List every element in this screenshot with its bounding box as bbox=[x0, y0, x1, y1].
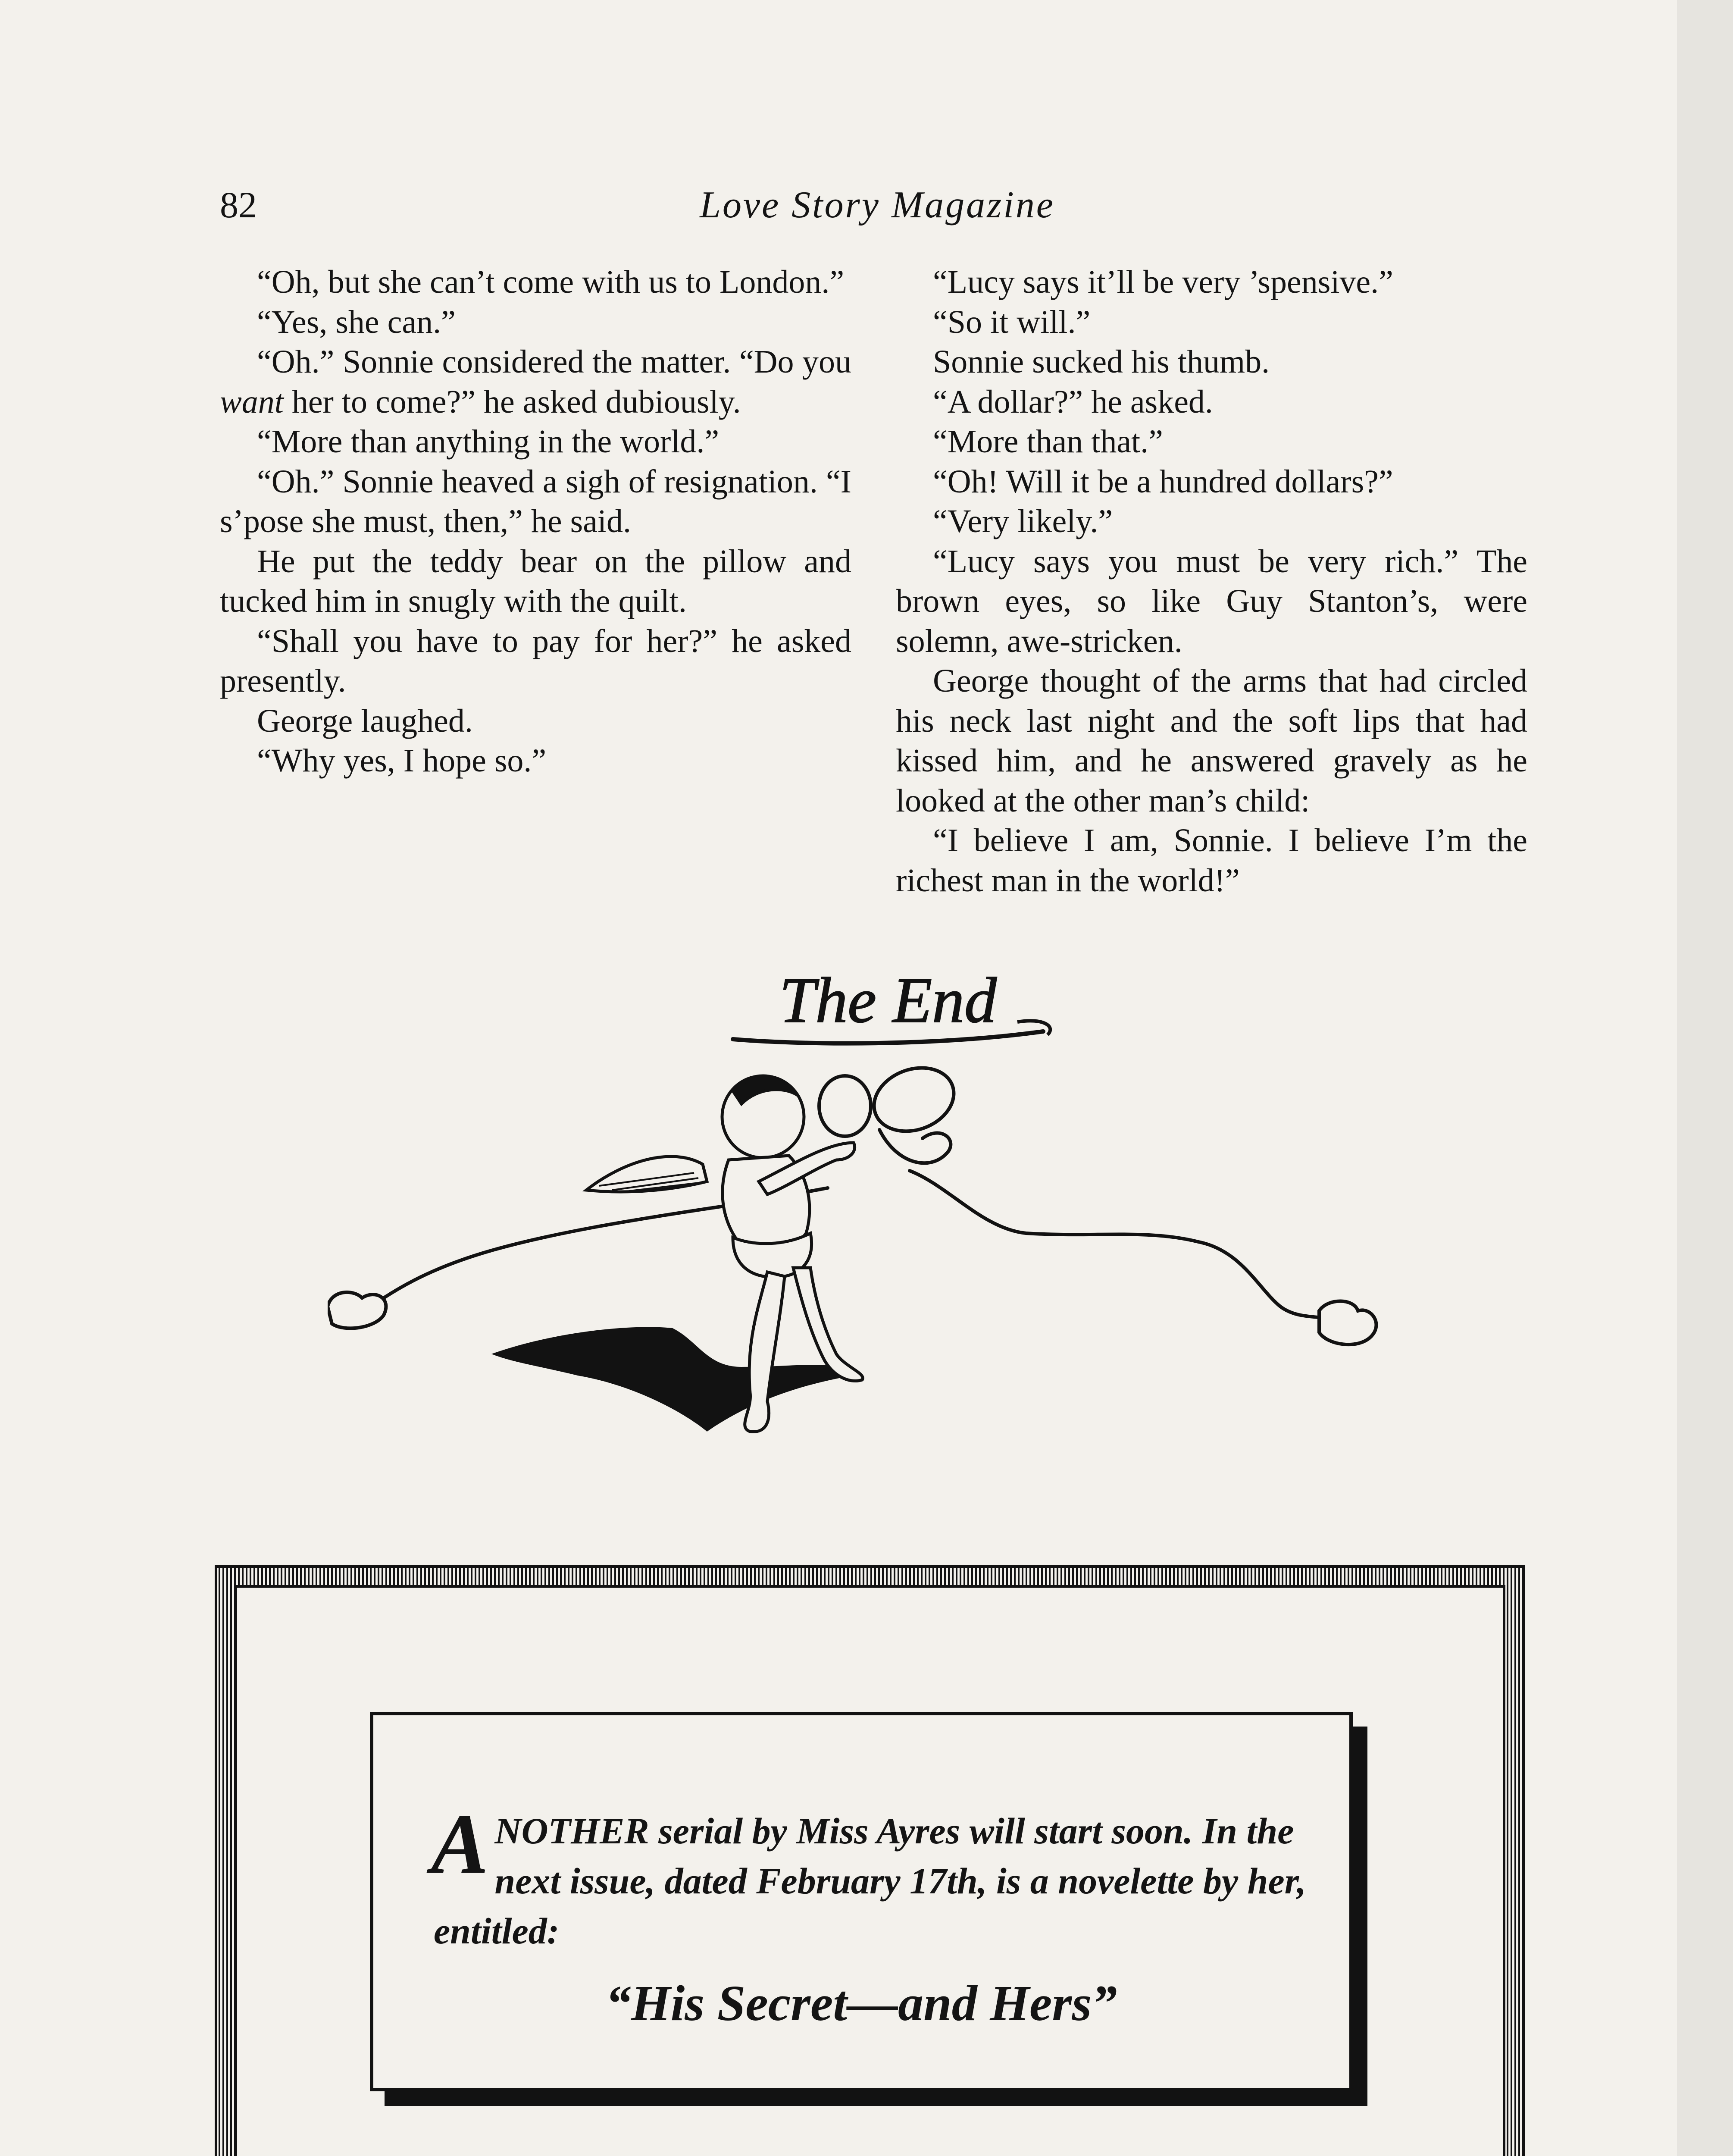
paragraph: “Very likely.” bbox=[933, 503, 1113, 539]
paragraph: He put the teddy bear on the pillow and tucked him in snugly with the quilt. bbox=[220, 543, 851, 619]
paragraph-text: her to come?” he asked dubiously. bbox=[283, 383, 741, 420]
emphasized-word: want bbox=[220, 383, 284, 420]
page-number: 82 bbox=[220, 184, 257, 226]
paragraph: Sonnie sucked his thumb. bbox=[933, 344, 1270, 380]
left-column bbox=[220, 262, 851, 781]
page-edge-shade bbox=[1677, 0, 1733, 2156]
right-column bbox=[896, 262, 1527, 900]
announcement-text bbox=[431, 1796, 1319, 1956]
paragraph: “Shall you have to pay for her?” he asked presently. bbox=[220, 623, 851, 699]
paragraph: “Yes, she can.” bbox=[257, 304, 456, 340]
paragraph: “Lucy says you must be very rich.” The brown eyes, so like Guy Stanton’s, were solemn, awe-stricken. bbox=[896, 543, 1527, 659]
cupid-illustration bbox=[328, 1065, 1414, 1505]
the-end-mark bbox=[716, 957, 1060, 1061]
paragraph: “More than anything in the world.” bbox=[257, 423, 719, 460]
paragraph: “Why yes, I hope so.” bbox=[257, 743, 547, 779]
paragraph: “Oh.” Sonnie heaved a sigh of resignation. “I s’pose she must, then,” he said. bbox=[220, 463, 851, 539]
novelette-title: “His Secret—and Hers” bbox=[605, 1975, 1117, 2031]
paragraph: “So it will.” bbox=[933, 304, 1091, 340]
the-end-text: The End bbox=[779, 965, 997, 1036]
page-header bbox=[220, 183, 1535, 239]
paragraph: “Lucy says it’ll be very ’spensive.” bbox=[933, 264, 1393, 300]
drop-cap: A bbox=[431, 1796, 489, 1892]
paragraph-text: “Oh.” Sonnie considered the matter. “Do you bbox=[257, 344, 851, 380]
paragraph: “Oh! Will it be a hundred dollars?” bbox=[933, 463, 1393, 500]
running-head: Love Story Magazine bbox=[700, 184, 1055, 226]
paragraph: “A dollar?” he asked. bbox=[933, 383, 1213, 420]
announcement-box bbox=[370, 1712, 1353, 2091]
paragraph: “Oh, but she can’t come with us to London.” bbox=[257, 264, 845, 300]
paragraph: George laughed. bbox=[257, 702, 473, 739]
paragraph bbox=[220, 342, 851, 422]
paragraph: “I believe I am, Sonnie. I believe I’m the richest man in the world!” bbox=[896, 822, 1527, 899]
announcement-body: NOTHER serial by Miss Ayres will start soon. In the next issue, dated February 17th, is a novelette by her, entitled: bbox=[434, 1810, 1306, 1952]
paragraph: George thought of the arms that had circled his neck last night and the soft lips that had kissed him, and he answered gravely as he looked at the other man’s child: bbox=[896, 663, 1527, 819]
paragraph: “More than that.” bbox=[933, 423, 1163, 460]
